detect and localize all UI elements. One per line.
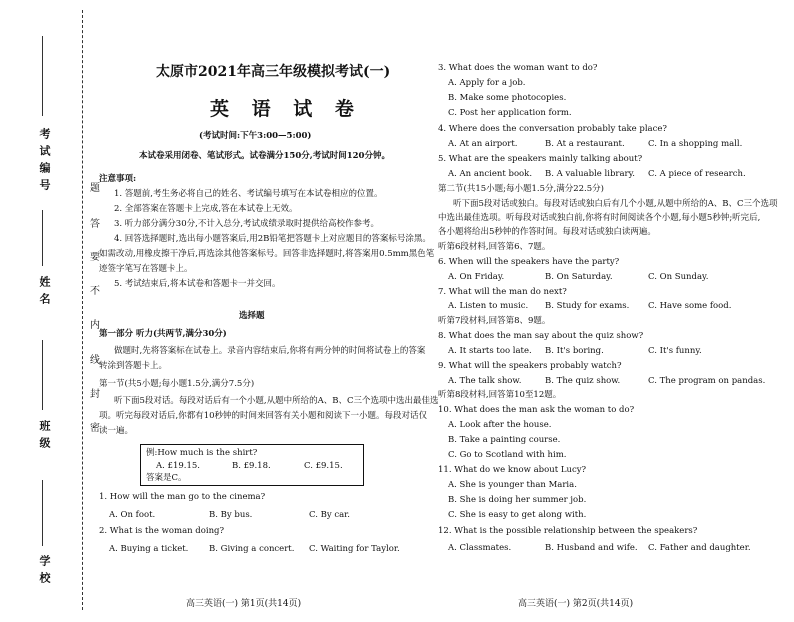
question-6-option-a: A. On Friday. bbox=[448, 272, 505, 282]
question-6: 6. When will the speakers have the party? bbox=[438, 257, 620, 267]
question-1-option-b: B. By bus. bbox=[209, 510, 253, 520]
question-10: 10. What does the man ask the woman to do? bbox=[438, 405, 635, 415]
question-7-option-c: C. Have some food. bbox=[648, 301, 732, 311]
question-10-option-c: C. Go to Scotland with him. bbox=[448, 450, 567, 460]
warning-char: 答 bbox=[90, 219, 100, 230]
question-12: 12. What is the possible relationship between the speakers? bbox=[438, 526, 698, 536]
question-9-option-b: B. The quiz show. bbox=[545, 376, 621, 386]
question-1-option-a: A. On foot. bbox=[109, 510, 156, 520]
notice-item: 如需改动,用橡皮擦干净后,再选涂其他答案标号。回答非选择题时,将答案用0.5mm黑色笔 bbox=[99, 249, 435, 259]
school-label: 学校 bbox=[38, 555, 51, 589]
section2-intro-line: 各小题将给出5秒钟的作答时间。每段对话或独白读两遍。 bbox=[438, 227, 656, 237]
name-line bbox=[42, 210, 43, 266]
notice-item: 5. 考试结束后,将本试卷和答题卡一并交回。 bbox=[114, 279, 281, 289]
question-8: 8. What does the man say about the quiz show? bbox=[438, 331, 644, 341]
question-11-option-a: A. She is younger than Maria. bbox=[448, 480, 577, 490]
example-question: 例:How much is the shirt? bbox=[146, 448, 258, 458]
listen-instruction: 听第8段材料,回答第10至12题。 bbox=[438, 390, 562, 400]
warning-char: 线 bbox=[90, 355, 100, 366]
section-heading: 选择题 bbox=[239, 311, 265, 321]
example-answer: 答案是C。 bbox=[146, 473, 187, 483]
question-3: 3. What does the woman want to do? bbox=[438, 63, 598, 73]
question-2: 2. What is the woman doing? bbox=[99, 526, 225, 536]
question-6-option-b: B. On Saturday. bbox=[545, 272, 613, 282]
section2-intro-line: 听下面5段对话或独白。每段对话或独白后有几个小题,从题中所给的A、B、C三个选项 bbox=[453, 199, 778, 209]
question-4: 4. Where does the conversation probably take place? bbox=[438, 124, 667, 134]
right-footer: 高三英语(一) 第2页(共14页) bbox=[518, 599, 634, 609]
left-page bbox=[96, 0, 439, 622]
question-2-option-a: A. Buying a ticket. bbox=[109, 544, 189, 554]
part1-heading: 第一部分 听力(共两节,满分30分) bbox=[99, 329, 227, 339]
question-3-option-c: C. Post her application form. bbox=[448, 108, 572, 118]
question-11-option-b: B. She is doing her summer job. bbox=[448, 495, 587, 505]
question-8-option-b: B. It's boring. bbox=[545, 346, 604, 356]
question-2-option-b: B. Giving a concert. bbox=[209, 544, 295, 554]
question-1: 1. How will the man go to the cinema? bbox=[99, 492, 266, 502]
warning-char: 要 bbox=[90, 252, 100, 263]
notice-title: 注意事项: bbox=[99, 174, 137, 184]
notice-item: 2. 全部答案在答题卡上完成,答在本试卷上无效。 bbox=[114, 204, 298, 214]
question-12-option-a: A. Classmates. bbox=[448, 543, 512, 553]
question-8-option-c: C. It's funny. bbox=[648, 346, 702, 356]
section2-heading: 第二节(共15小题;每小题1.5分,满分22.5分) bbox=[438, 184, 604, 194]
listen-instruction: 听第6段材料,回答第6、7题。 bbox=[438, 242, 551, 252]
exam-time: (考试时间:下午3:00—5:00) bbox=[199, 131, 312, 141]
class-line bbox=[42, 340, 43, 410]
question-5-option-a: A. An ancient book. bbox=[448, 169, 533, 179]
school-line bbox=[42, 480, 43, 546]
question-9: 9. What will the speakers probably watch? bbox=[438, 361, 622, 371]
section1-heading: 第一节(共5小题;每小题1.5分,满分7.5分) bbox=[99, 379, 255, 389]
example-option: B. £9.18. bbox=[232, 461, 271, 471]
warning-char: 封 bbox=[90, 389, 100, 400]
section2-intro-line: 中选出最佳选项。听每段对话或独白前,你将有时间阅读各个小题,每小题5秒钟;听完后, bbox=[438, 213, 761, 223]
question-5-option-b: B. A valuable library. bbox=[545, 169, 635, 179]
binding-margin bbox=[0, 0, 100, 622]
question-6-option-c: C. On Sunday. bbox=[648, 272, 709, 282]
question-5-option-c: C. A piece of research. bbox=[648, 169, 746, 179]
notice-item: 3. 听力部分满分30分,不计入总分,考试成绩录取时提供给高校作参考。 bbox=[114, 219, 380, 229]
warning-char: 内 bbox=[90, 320, 100, 331]
question-4-option-b: B. At a restaurant. bbox=[545, 139, 625, 149]
question-10-option-b: B. Take a painting course. bbox=[448, 435, 561, 445]
question-12-option-c: C. Father and daughter. bbox=[648, 543, 751, 553]
exam-number-label: 考试编号 bbox=[38, 128, 51, 196]
question-2-option-c: C. Waiting for Taylor. bbox=[309, 544, 400, 554]
question-7-option-a: A. Listen to music. bbox=[448, 301, 529, 311]
binding-dashed-line bbox=[82, 10, 83, 610]
left-footer: 高三英语(一) 第1页(共14页) bbox=[186, 599, 302, 609]
warning-char: 密 bbox=[90, 423, 100, 434]
warning-char: 题 bbox=[90, 183, 100, 194]
question-3-option-a: A. Apply for a job. bbox=[448, 78, 526, 88]
question-8-option-a: A. It starts too late. bbox=[448, 346, 532, 356]
listen-instruction: 听第7段材料,回答第8、9题。 bbox=[438, 316, 551, 326]
question-11: 11. What do we know about Lucy? bbox=[438, 465, 587, 475]
question-12-option-b: B. Husband and wife. bbox=[545, 543, 638, 553]
exam-info: 本试卷采用闭卷、笔试形式。试卷满分150分,考试时间120分钟。 bbox=[139, 151, 390, 161]
part1-intro-line: 做题时,先将答案标在试卷上。录音内容结束后,你将有两分钟的时间将试卷上的答案 bbox=[114, 346, 426, 356]
example-option: C. £9.15. bbox=[304, 461, 343, 471]
exam-number-line bbox=[42, 36, 43, 116]
example-option: A. £19.15. bbox=[156, 461, 200, 471]
part1-intro-line: 转涂到答题卡上。 bbox=[99, 361, 168, 371]
section1-intro-line: 读一遍。 bbox=[99, 426, 134, 436]
question-7: 7. What will the man do next? bbox=[438, 287, 567, 297]
question-4-option-c: C. In a shopping mall. bbox=[648, 139, 743, 149]
question-9-option-c: C. The program on pandas. bbox=[648, 376, 766, 386]
notice-item: 1. 答题前,考生务必将自己的姓名、考试编号填写在本试卷相应的位置。 bbox=[114, 189, 383, 199]
question-9-option-a: A. The talk show. bbox=[448, 376, 522, 386]
question-3-option-b: B. Make some photocopies. bbox=[448, 93, 567, 103]
question-5: 5. What are the speakers mainly talking about? bbox=[438, 154, 643, 164]
example-box bbox=[140, 444, 364, 486]
paper-title: 英 语 试 卷 bbox=[210, 98, 362, 120]
question-7-option-b: B. Study for exams. bbox=[545, 301, 630, 311]
notice-item: 迹签字笔写在答题卡上。 bbox=[99, 264, 193, 274]
section1-intro-line: 项。听完每段对话后,你都有10秒钟的时间来回答有关小题和阅读下一小题。每段对话仅 bbox=[99, 411, 428, 421]
name-label: 姓名 bbox=[38, 276, 51, 310]
question-11-option-c: C. She is easy to get along with. bbox=[448, 510, 587, 520]
class-label: 班级 bbox=[38, 420, 51, 454]
section1-intro-line: 听下面5段对话。每段对话后有一个小题,从题中所给的A、B、C三个选项中选出最佳选 bbox=[114, 396, 439, 406]
warning-char: 不 bbox=[90, 286, 100, 297]
question-4-option-a: A. At an airport. bbox=[448, 139, 518, 149]
notice-item: 4. 回答选择题时,选出每小题答案后,用2B铅笔把答题卡上对应题目的答案标号涂黑。 bbox=[114, 234, 431, 244]
question-10-option-a: A. Look after the house. bbox=[448, 420, 552, 430]
exam-title: 太原市2021年高三年级模拟考试(一) bbox=[156, 64, 391, 80]
question-1-option-c: C. By car. bbox=[309, 510, 351, 520]
right-page bbox=[435, 0, 785, 622]
